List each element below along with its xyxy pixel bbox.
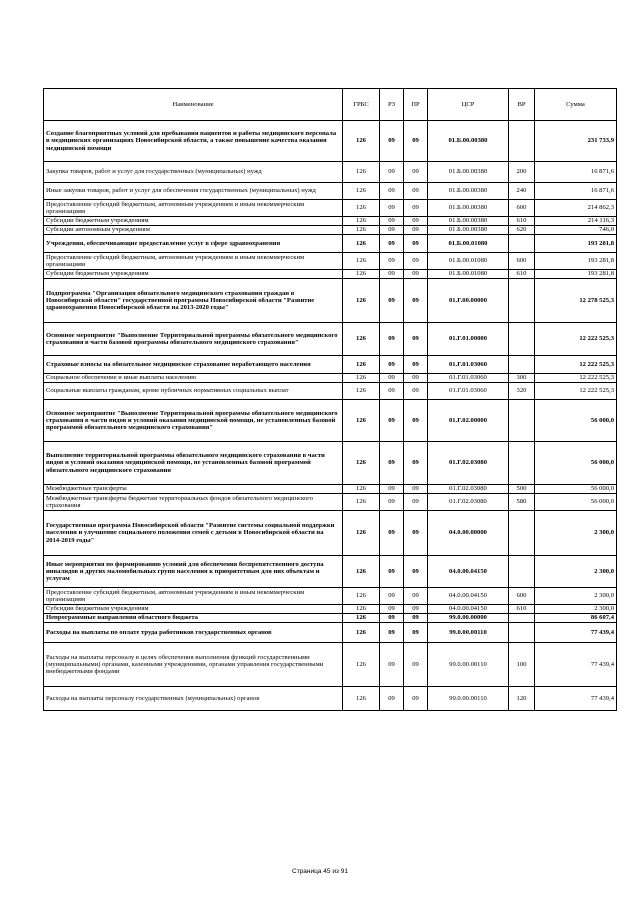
- cell-sum: 2 300,0: [535, 511, 617, 556]
- cell-name: Иные закупки товаров, работ и услуг для обеспечения государственных (муниципальных) нужд: [44, 183, 343, 200]
- cell-vr: [509, 400, 535, 442]
- cell-grbs: 126: [343, 279, 380, 323]
- cell-pr: 09: [404, 121, 428, 162]
- cell-csr: 01.Г.02.00000: [428, 400, 509, 442]
- table-row: [44, 643, 617, 687]
- cell-sum: 12 222 525,3: [535, 374, 617, 383]
- cell-name: Межбюджетные трансферты: [44, 485, 343, 494]
- cell-sum: 56 000,0: [535, 494, 617, 511]
- cell-sum: 12 278 525,3: [535, 279, 617, 323]
- header-csr: ЦСР: [428, 89, 509, 121]
- cell-name: Субсидии бюджетным учреждениям: [44, 605, 343, 614]
- table-row: [44, 200, 617, 217]
- cell-pr: 09: [404, 253, 428, 270]
- cell-name: Закупка товаров, работ и услуг для государственных (муниципальных) нужд: [44, 162, 343, 183]
- cell-vr: 620: [509, 226, 535, 235]
- cell-name: Основное мероприятие "Выполнение Территориальной программы обязательного медицинского страхования в части базовой программы обязательного медицинского страхования": [44, 323, 343, 356]
- cell-sum: 56 000,0: [535, 442, 617, 485]
- cell-name: Предоставление субсидий бюджетным, автономным учреждениям и иным некоммерческим организациям: [44, 253, 343, 270]
- cell-sum: 12 222 525,3: [535, 383, 617, 400]
- cell-name: Подпрограмма "Организация обязательного медицинского страхования граждан в Новосибирской области" государственной программы Новосибирской области "Развитие здравоохранения Новосибирской области на 2013-2020 годы": [44, 279, 343, 323]
- cell-csr: 04.0.00.04150: [428, 556, 509, 588]
- cell-rz: 09: [380, 588, 404, 605]
- cell-pr: 09: [404, 687, 428, 711]
- cell-csr: 01.Б.00.00380: [428, 226, 509, 235]
- table-row: [44, 253, 617, 270]
- cell-pr: 09: [404, 217, 428, 226]
- cell-sum: 16 871,6: [535, 162, 617, 183]
- cell-vr: [509, 356, 535, 374]
- cell-rz: 09: [380, 511, 404, 556]
- cell-rz: 09: [380, 253, 404, 270]
- cell-pr: 09: [404, 623, 428, 643]
- cell-pr: 09: [404, 226, 428, 235]
- cell-sum: 77 439,4: [535, 623, 617, 643]
- cell-vr: 320: [509, 383, 535, 400]
- cell-csr: 01.Г.02.03080: [428, 485, 509, 494]
- cell-csr: 01.Г.01.03060: [428, 383, 509, 400]
- cell-vr: 500: [509, 485, 535, 494]
- cell-sum: 16 871,6: [535, 183, 617, 200]
- cell-sum: 77 439,4: [535, 687, 617, 711]
- cell-rz: 09: [380, 183, 404, 200]
- cell-vr: [509, 279, 535, 323]
- table-row: [44, 623, 617, 643]
- cell-rz: 09: [380, 485, 404, 494]
- cell-pr: 09: [404, 279, 428, 323]
- cell-csr: 01.Г.02.03080: [428, 494, 509, 511]
- cell-csr: 01.Б.00.00380: [428, 200, 509, 217]
- cell-vr: 610: [509, 270, 535, 279]
- cell-csr: 01.Г.01.03060: [428, 374, 509, 383]
- cell-csr: 04.0.00.04150: [428, 605, 509, 614]
- cell-grbs: 126: [343, 614, 380, 623]
- cell-grbs: 126: [343, 588, 380, 605]
- cell-name: Страховые взносы на обязательное медицинское страхование неработающего населения: [44, 356, 343, 374]
- cell-name: Учреждения, обеспечивающие предоставление услуг в сфере здравоохранения: [44, 235, 343, 253]
- table-row: [44, 556, 617, 588]
- page-number: Страница 45 из 91: [292, 868, 348, 875]
- cell-grbs: 126: [343, 235, 380, 253]
- cell-pr: 09: [404, 183, 428, 200]
- cell-vr: 100: [509, 643, 535, 687]
- cell-csr: 01.Г.01.00000: [428, 323, 509, 356]
- cell-rz: 09: [380, 494, 404, 511]
- cell-vr: 120: [509, 687, 535, 711]
- cell-pr: 09: [404, 605, 428, 614]
- cell-vr: [509, 235, 535, 253]
- cell-vr: 600: [509, 253, 535, 270]
- header-grbs: ГРБС: [343, 89, 380, 121]
- cell-vr: 200: [509, 162, 535, 183]
- table-body: [44, 121, 617, 711]
- cell-vr: [509, 511, 535, 556]
- cell-csr: 04.0.00.00000: [428, 511, 509, 556]
- cell-grbs: 126: [343, 162, 380, 183]
- budget-table: [43, 88, 617, 711]
- cell-vr: 300: [509, 374, 535, 383]
- cell-grbs: 126: [343, 556, 380, 588]
- table-row: [44, 162, 617, 183]
- cell-grbs: 126: [343, 485, 380, 494]
- cell-sum: 2 300,0: [535, 588, 617, 605]
- cell-grbs: 126: [343, 494, 380, 511]
- cell-name: Социальные выплаты гражданам, кроме публичных нормативных социальных выплат: [44, 383, 343, 400]
- cell-pr: 09: [404, 374, 428, 383]
- cell-rz: 09: [380, 687, 404, 711]
- cell-vr: [509, 121, 535, 162]
- cell-name: Расходы на выплаты персоналу в целях обеспечения выполнения функций государственными (муниципальными) органами, казенными учреждениями, органами управления государственными внебюджетными фондами: [44, 643, 343, 687]
- cell-grbs: 126: [343, 356, 380, 374]
- cell-csr: 99.0.00.00000: [428, 614, 509, 623]
- cell-sum: 231 733,9: [535, 121, 617, 162]
- table-row: [44, 217, 617, 226]
- cell-grbs: 126: [343, 323, 380, 356]
- cell-csr: 01.Г.01.03060: [428, 356, 509, 374]
- cell-name: Субсидии бюджетным учреждениям: [44, 270, 343, 279]
- cell-sum: 214 862,3: [535, 200, 617, 217]
- cell-vr: 600: [509, 200, 535, 217]
- cell-csr: 01.Б.00.01080: [428, 253, 509, 270]
- cell-rz: 09: [380, 356, 404, 374]
- cell-name: Выполнение территориальной программы обязательного медицинского страхования в части видов и условий оказания медицинской помощи, не установленных базовой программой обязательного медицинского страхования: [44, 442, 343, 485]
- cell-pr: 09: [404, 400, 428, 442]
- cell-rz: 09: [380, 374, 404, 383]
- cell-grbs: 126: [343, 270, 380, 279]
- cell-rz: 09: [380, 226, 404, 235]
- header-sum: Сумма: [535, 89, 617, 121]
- cell-csr: 01.Б.00.01080: [428, 235, 509, 253]
- cell-grbs: 126: [343, 121, 380, 162]
- cell-grbs: 126: [343, 183, 380, 200]
- cell-csr: 04.0.00.04150: [428, 588, 509, 605]
- cell-sum: 2 300,0: [535, 556, 617, 588]
- cell-name: Государственная программа Новосибирской области "Развитие системы социальной поддержки населения и улучшение социального положения семей с детьми в Новосибирской области на 2014-2019 годы": [44, 511, 343, 556]
- cell-rz: 09: [380, 121, 404, 162]
- cell-pr: 09: [404, 511, 428, 556]
- cell-name: Субсидии бюджетным учреждениям: [44, 217, 343, 226]
- table-row: [44, 226, 617, 235]
- cell-rz: 09: [380, 270, 404, 279]
- cell-grbs: 126: [343, 383, 380, 400]
- cell-sum: 12 222 525,3: [535, 323, 617, 356]
- table-row: [44, 442, 617, 485]
- cell-vr: [509, 442, 535, 485]
- cell-rz: 09: [380, 605, 404, 614]
- table-row: [44, 494, 617, 511]
- cell-sum: 193 281,8: [535, 270, 617, 279]
- table-header-row: [44, 89, 617, 121]
- cell-pr: 09: [404, 200, 428, 217]
- cell-vr: 600: [509, 588, 535, 605]
- table-row: [44, 235, 617, 253]
- cell-sum: 193 281,8: [535, 235, 617, 253]
- cell-name: Предоставление субсидий бюджетным, автономным учреждениям и иным некоммерческим организациям: [44, 588, 343, 605]
- cell-name: Создание благоприятных условий для пребывания пациентов и работы медицинского персонала в медицинских организациях Новосибирской области, а также повышение качества оказания медицинской помощи: [44, 121, 343, 162]
- cell-csr: 01.Б.00.01080: [428, 270, 509, 279]
- cell-pr: 09: [404, 356, 428, 374]
- cell-vr: 580: [509, 494, 535, 511]
- table-row: [44, 270, 617, 279]
- cell-name: Непрограммные направления областного бюджета: [44, 614, 343, 623]
- cell-csr: 01.Б.00.00380: [428, 217, 509, 226]
- cell-name: Социальное обеспечение и иные выплаты населению: [44, 374, 343, 383]
- cell-sum: 2 300,0: [535, 605, 617, 614]
- table-row: [44, 183, 617, 200]
- cell-vr: 610: [509, 217, 535, 226]
- cell-csr: 01.Г.00.00000: [428, 279, 509, 323]
- cell-rz: 09: [380, 383, 404, 400]
- cell-grbs: 126: [343, 687, 380, 711]
- cell-grbs: 126: [343, 511, 380, 556]
- table-row: [44, 374, 617, 383]
- cell-grbs: 126: [343, 253, 380, 270]
- cell-vr: [509, 323, 535, 356]
- cell-rz: 09: [380, 643, 404, 687]
- cell-rz: 09: [380, 614, 404, 623]
- cell-rz: 09: [380, 323, 404, 356]
- cell-name: Основное мероприятие "Выполнение Территориальной программы обязательного медицинского страхования в части видов и условий оказания медицинской помощи, не установленных базовой программой обязательного медицинского страхования": [44, 400, 343, 442]
- cell-vr: 610: [509, 605, 535, 614]
- cell-pr: 09: [404, 383, 428, 400]
- table-row: [44, 383, 617, 400]
- cell-name: Иные мероприятия по формированию условий для обеспечения беспрепятственного доступа инвалидов и других маломобильных групп населения к приоритетным для них объектам и услугам: [44, 556, 343, 588]
- cell-pr: 09: [404, 494, 428, 511]
- cell-pr: 09: [404, 270, 428, 279]
- table-row: [44, 605, 617, 614]
- cell-rz: 09: [380, 235, 404, 253]
- cell-grbs: 126: [343, 226, 380, 235]
- cell-vr: [509, 556, 535, 588]
- cell-name: Субсидии автономным учреждениям: [44, 226, 343, 235]
- table-row: [44, 121, 617, 162]
- table-row: [44, 356, 617, 374]
- cell-sum: 56 000,0: [535, 485, 617, 494]
- table-row: [44, 323, 617, 356]
- cell-rz: 09: [380, 162, 404, 183]
- header-vr: ВР: [509, 89, 535, 121]
- cell-sum: 12 222 525,3: [535, 356, 617, 374]
- cell-pr: 09: [404, 643, 428, 687]
- cell-name: Расходы на выплаты по оплате труда работников государственных органов: [44, 623, 343, 643]
- cell-rz: 09: [380, 400, 404, 442]
- cell-grbs: 126: [343, 442, 380, 485]
- cell-sum: 193 281,8: [535, 253, 617, 270]
- table-row: [44, 511, 617, 556]
- header-pr: ПР: [404, 89, 428, 121]
- cell-rz: 09: [380, 279, 404, 323]
- cell-pr: 09: [404, 162, 428, 183]
- cell-grbs: 126: [343, 217, 380, 226]
- cell-vr: 240: [509, 183, 535, 200]
- cell-rz: 09: [380, 200, 404, 217]
- header-name: Наименование: [44, 89, 343, 121]
- cell-sum: 77 439,4: [535, 643, 617, 687]
- cell-csr: 99.0.00.00110: [428, 643, 509, 687]
- cell-vr: [509, 614, 535, 623]
- cell-grbs: 126: [343, 374, 380, 383]
- cell-pr: 09: [404, 235, 428, 253]
- table-row: [44, 279, 617, 323]
- cell-pr: 09: [404, 614, 428, 623]
- cell-name: Предоставление субсидий бюджетным, автономным учреждениям и иным некоммерческим организациям: [44, 200, 343, 217]
- cell-pr: 09: [404, 323, 428, 356]
- table-row: [44, 588, 617, 605]
- cell-rz: 09: [380, 217, 404, 226]
- cell-csr: 01.Б.00.00380: [428, 162, 509, 183]
- cell-vr: [509, 623, 535, 643]
- cell-rz: 09: [380, 623, 404, 643]
- cell-pr: 09: [404, 485, 428, 494]
- cell-grbs: 126: [343, 200, 380, 217]
- cell-csr: 99.0.00.00110: [428, 623, 509, 643]
- cell-pr: 09: [404, 556, 428, 588]
- cell-sum: 56 000,0: [535, 400, 617, 442]
- cell-sum: 86 607,4: [535, 614, 617, 623]
- cell-sum: 214 116,3: [535, 217, 617, 226]
- cell-grbs: 126: [343, 605, 380, 614]
- table-row: [44, 614, 617, 623]
- cell-pr: 09: [404, 588, 428, 605]
- cell-rz: 09: [380, 442, 404, 485]
- cell-sum: 746,0: [535, 226, 617, 235]
- header-rz: РЗ: [380, 89, 404, 121]
- cell-grbs: 126: [343, 623, 380, 643]
- table-row: [44, 485, 617, 494]
- cell-pr: 09: [404, 442, 428, 485]
- cell-grbs: 126: [343, 400, 380, 442]
- cell-name: Расходы на выплаты персоналу государственных (муниципальных) органов: [44, 687, 343, 711]
- table-row: [44, 687, 617, 711]
- cell-name: Межбюджетные трансферты бюджетам территориальных фондов обязательного медицинского страхования: [44, 494, 343, 511]
- cell-grbs: 126: [343, 643, 380, 687]
- table-row: [44, 400, 617, 442]
- cell-csr: 01.Г.02.03080: [428, 442, 509, 485]
- cell-csr: 99.0.00.00110: [428, 687, 509, 711]
- cell-csr: 01.Б.00.00380: [428, 121, 509, 162]
- cell-rz: 09: [380, 556, 404, 588]
- cell-csr: 01.Б.00.00380: [428, 183, 509, 200]
